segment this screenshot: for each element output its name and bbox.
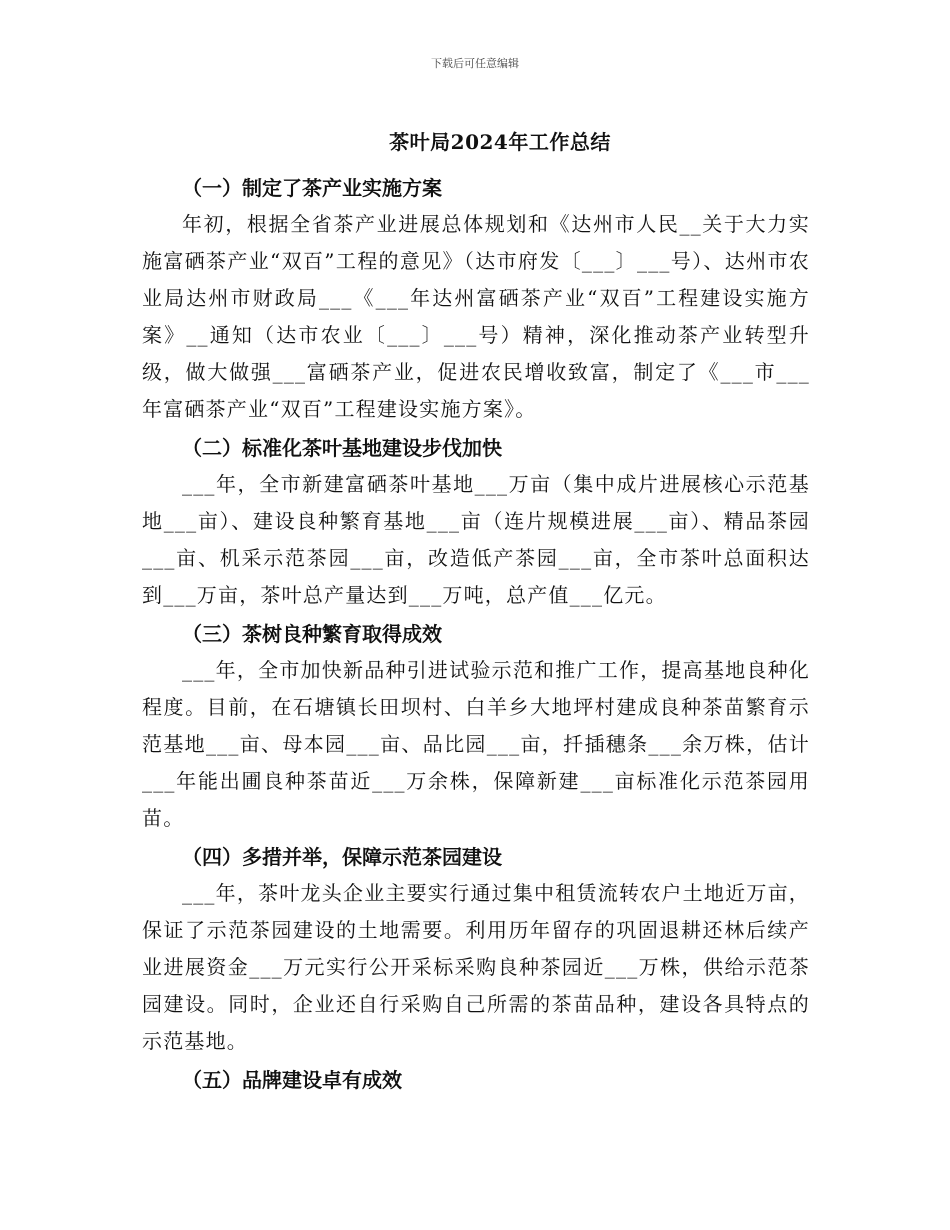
section-paragraph-3: ___年，全市加快新品种引进试验示范和推广工作，提高基地良种化程度。目前，在石塘镇长田坝村、白羊乡大地坪村建成良种茶苗繁育示范基地___亩、母本园___亩、品比园___亩，扦插穗条___余万株，估计___年能出圃良种茶苗近___万余株，保障新建___亩标准化示范茶园用苗。 — [142, 658, 810, 830]
section-heading-1: （一）制定了茶产业实施方案 — [182, 176, 442, 200]
section-heading-3: （三）茶树良种繁育取得成效 — [182, 622, 442, 646]
document-body — [142, 170, 810, 1098]
section-heading-5: （五）品牌建设卓有成效 — [182, 1068, 402, 1092]
page-header-note: 下载后可任意编辑 — [431, 57, 519, 70]
section-heading-2: （二）标准化茶叶基地建设步伐加快 — [182, 436, 502, 460]
section-paragraph-2: ___年，全市新建富硒茶叶基地___万亩（集中成片进展核心示范基地___亩）、建设良种繁育基地___亩（连片规模进展___亩）、精品茶园___亩、机采示范茶园___亩，改造低产茶园___亩，全市茶叶总面积达到___万亩，茶叶总产量达到___万吨，总产值___亿元。 — [142, 472, 810, 607]
document-title: 茶叶局2024年工作总结 — [389, 130, 611, 154]
section-heading-4: （四）多措并举，保障示范茶园建设 — [182, 845, 502, 869]
section-paragraph-4: ___年，茶叶龙头企业主要实行通过集中租赁流转农户土地近万亩，保证了示范茶园建设的土地需要。利用历年留存的巩固退耕还林后续产业进展资金___万元实行公开采标采购良种茶园近___万株，供给示范茶园建设。同时，企业还自行采购自己所需的茶苗品种，建设各具特点的示范基地。 — [142, 881, 810, 1053]
section-paragraph-1: 年初，根据全省茶产业进展总体规划和《达州市人民__关于大力实施富硒茶产业“双百”工程的意见》（达市府发〔___〕___号）、达州市农业局达州市财政局___《___年达州富硒茶产业“双百”工程建设实施方案》__通知（达市农业〔___〕___号）精神，深化推动茶产业转型升级，做大做强___富硒茶产业，促进农民增收致富，制定了《___市___年富硒茶产业“双百”工程建设实施方案》。 — [142, 212, 810, 421]
